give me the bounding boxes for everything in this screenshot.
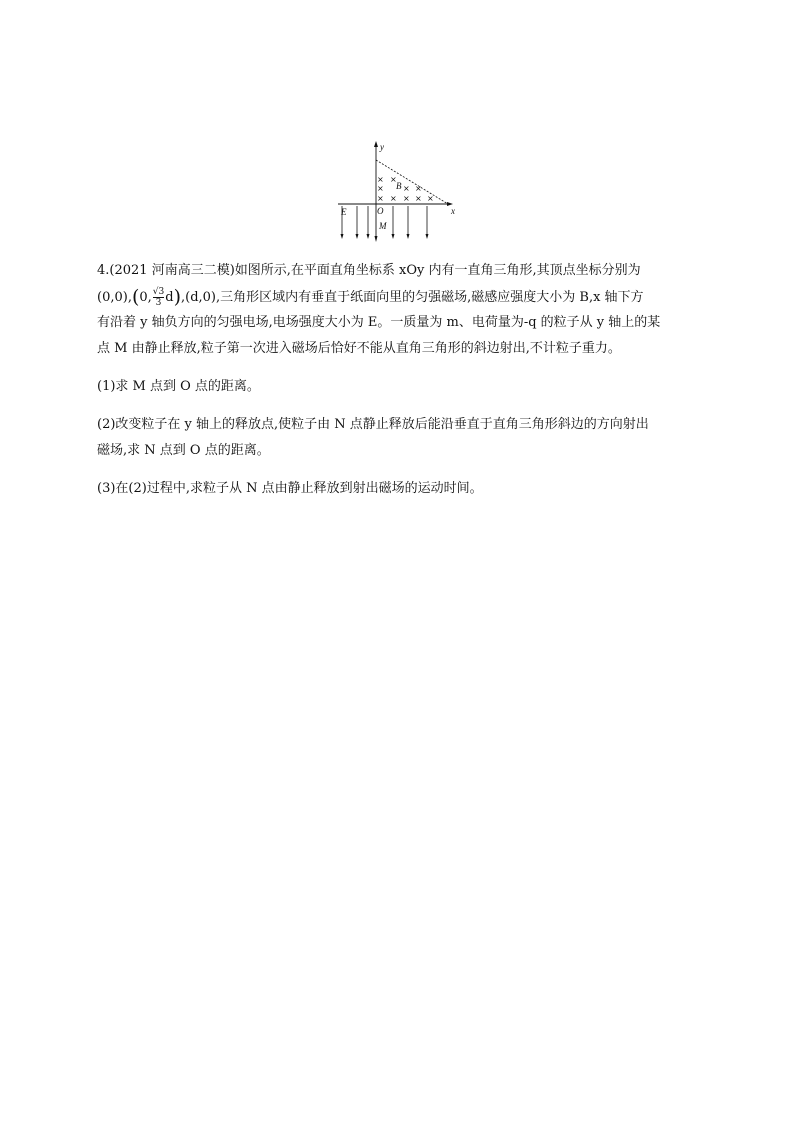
field-cross: × xyxy=(403,194,410,203)
field-cross: × xyxy=(377,194,384,203)
statement-line-1: 4.(2021 河南高三二模)如图所示,在平面直角坐标系 xOy 内有一直角三角形,其顶点坐标分别为 xyxy=(97,263,641,278)
coordinate-diagram xyxy=(330,138,465,243)
field-cross: × xyxy=(377,175,384,184)
field-cross: × xyxy=(377,184,384,193)
coord-vertex-d: d xyxy=(165,290,174,305)
question-2 xyxy=(97,412,707,464)
fraction-denominator: 3 xyxy=(155,298,162,308)
question-3-text: (3)在(2)过程中,求粒子从 N 点由静止释放到射出磁场的运动时间。 xyxy=(97,481,483,496)
triangle-hypotenuse xyxy=(376,160,448,204)
field-cross: × xyxy=(427,194,434,203)
field-cross: × xyxy=(415,184,422,193)
question-3 xyxy=(97,476,707,502)
field-e-label: E xyxy=(341,207,347,217)
statement-line-2-rest: ,(d,0),三角形区域内有垂直于纸面向里的匀强磁场,磁感应强度大小为 B,x 轴下方 xyxy=(181,290,644,305)
question-2-line-2: 磁场,求 N 点到 O 点的距离。 xyxy=(97,443,270,458)
problem-4 xyxy=(97,258,707,502)
y-axis-down-arrow xyxy=(375,236,378,242)
field-cross: × xyxy=(390,194,397,203)
statement-line-3: 有沿着 y 轴负方向的匀强电场,电场强度大小为 E。一质量为 m、电荷量为-q 的粒子从 y 轴上的某 xyxy=(97,315,661,330)
fraction-numerator: √3 xyxy=(152,287,165,297)
field-cross: × xyxy=(415,194,422,203)
question-1 xyxy=(97,374,707,400)
field-cross: × xyxy=(403,184,410,193)
coord-vertex-prefix: 0, xyxy=(139,290,152,305)
point-m-label: M xyxy=(379,221,387,231)
question-1-text: (1)求 M 点到 O 点的距离。 xyxy=(97,379,260,394)
coord-origin: (0,0), xyxy=(97,290,132,305)
statement-line-4: 点 M 由静止释放,粒子第一次进入磁场后恰好不能从直角三角形的斜边射出,不计粒子重力。 xyxy=(97,341,621,356)
field-b-label: B xyxy=(396,181,402,191)
problem-statement xyxy=(97,258,707,362)
y-axis-label: y xyxy=(380,142,384,152)
fraction-sqrt3-over-3 xyxy=(153,287,164,308)
magnetic-field-crosses xyxy=(377,175,434,203)
field-cross: × xyxy=(390,175,397,184)
origin-label: O xyxy=(377,206,384,216)
y-axis-arrow xyxy=(374,141,378,147)
statement-line-2: (0,0),(0, $\frac{√3}{3}$ d),(d,0),三角形区域内有垂直于纸面向里的匀强磁场,磁感应强度大小为 B,x 轴下方 xyxy=(97,286,644,308)
question-2-line-1: (2)改变粒子在 y 轴上的释放点,使粒子由 N 点静止释放后能沿垂直于直角三角形斜边的方向射出 xyxy=(97,417,649,432)
x-axis-label: x xyxy=(451,206,455,216)
physics-diagram xyxy=(330,138,465,243)
